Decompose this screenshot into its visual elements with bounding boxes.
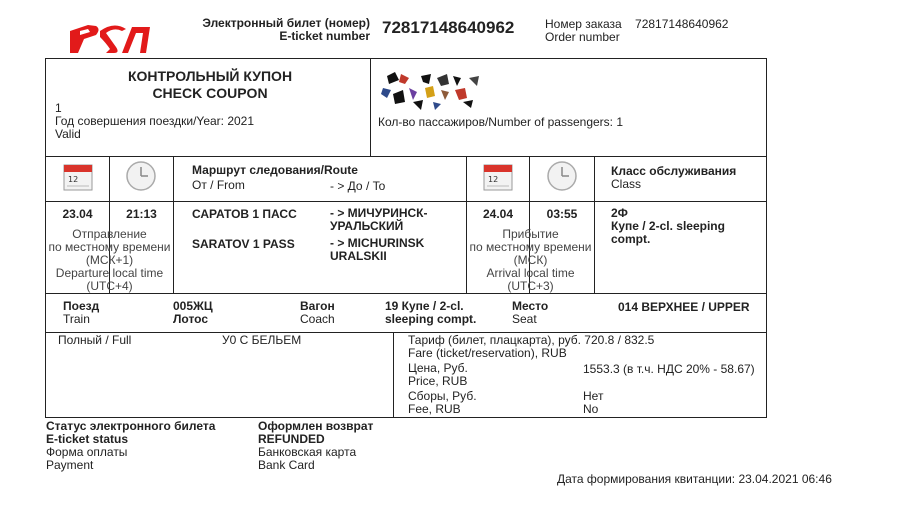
eticket-label: Электронный билет (номер) E-ticket number: [202, 16, 370, 43]
departure-note: Отправление по местному времени (МСК+1) Departure local time (UTC+4): [48, 227, 171, 293]
car-label: Вагон Coach: [300, 299, 335, 326]
fare-service: У0 С БЕЛЬЕМ: [222, 333, 302, 347]
route-header: Маршрут следования/Route От / From: [192, 163, 358, 192]
eticket-number: 72817148640962: [382, 18, 515, 37]
passengers-count: Кол-во пассажиров/Number of passengers: 1: [378, 115, 624, 129]
to-station-en: - > MICHURINSK URALSKII: [330, 236, 425, 263]
clock-icon: [125, 160, 157, 195]
departure-time: 21:13: [126, 207, 157, 221]
seat-value: 014 ВЕРХНЕЕ / UPPER: [618, 300, 750, 314]
car-value: 19 Купе / 2-cl. sleeping compt.: [385, 299, 477, 326]
calendar-icon: [62, 160, 94, 195]
train-value: 005ЖЦ Лотос: [173, 299, 213, 326]
fare-type: Полный / Full: [58, 333, 132, 347]
calendar-icon: [482, 160, 514, 195]
from-station-en: SARATOV 1 PASS: [192, 237, 295, 251]
arrival-note: Прибытие по местному времени (МСК) Arrival local time (UTC+3): [469, 227, 592, 293]
seat-label: Место Seat: [512, 299, 549, 326]
svg-text:12: 12: [488, 175, 499, 184]
tariff: Тариф (билет, плацкарта), руб. 720.8 / 832.5 Fare (ticket/reservation), RUB: [408, 333, 655, 360]
class-value: 2Ф Купе / 2-cl. sleeping compt.: [611, 206, 725, 246]
svg-text:12: 12: [68, 175, 79, 184]
order-label: Номер заказа 72817148640962 Order number: [545, 17, 729, 44]
arrival-time: 03:55: [546, 207, 578, 221]
departure-date: 23.04: [62, 207, 93, 221]
status-label: Статус электронного билета E-ticket status Форма оплаты Payment: [46, 419, 216, 472]
qr-code: [375, 70, 485, 112]
clock-icon: [546, 160, 578, 195]
route-to-label: - > До / To: [330, 179, 386, 193]
fee-label: Сборы, Руб. Fee, RUB: [408, 389, 477, 416]
order-number: 72817148640962: [635, 17, 729, 31]
coupon-info: 1 Год совершения поездки/Year: 2021 Valid: [55, 101, 255, 141]
to-station-ru: - > МИЧУРИНСК- УРАЛЬСКИЙ: [330, 206, 428, 233]
rzd-logo: [66, 17, 154, 57]
from-station-ru: САРАТОВ 1 ПАСС: [192, 207, 297, 221]
arrival-date: 24.04: [482, 207, 514, 221]
receipt-date: Дата формирования квитанции: 23.04.2021 06:46: [557, 472, 832, 486]
train-label: Поезд Train: [63, 299, 100, 326]
status-value: Оформлен возврат REFUNDED Банковская карта Bank Card: [258, 419, 374, 472]
class-header: Класс обслуживания Class: [611, 164, 737, 191]
fee-value: Нет No: [583, 389, 604, 416]
coupon-title: КОНТРОЛЬНЫЙ КУПОН CHECK COUPON: [127, 68, 293, 101]
price-label: Цена, Руб. Price, RUB: [408, 361, 468, 388]
price-value: 1553.3 (в т.ч. НДС 20% - 58.67): [583, 362, 755, 376]
